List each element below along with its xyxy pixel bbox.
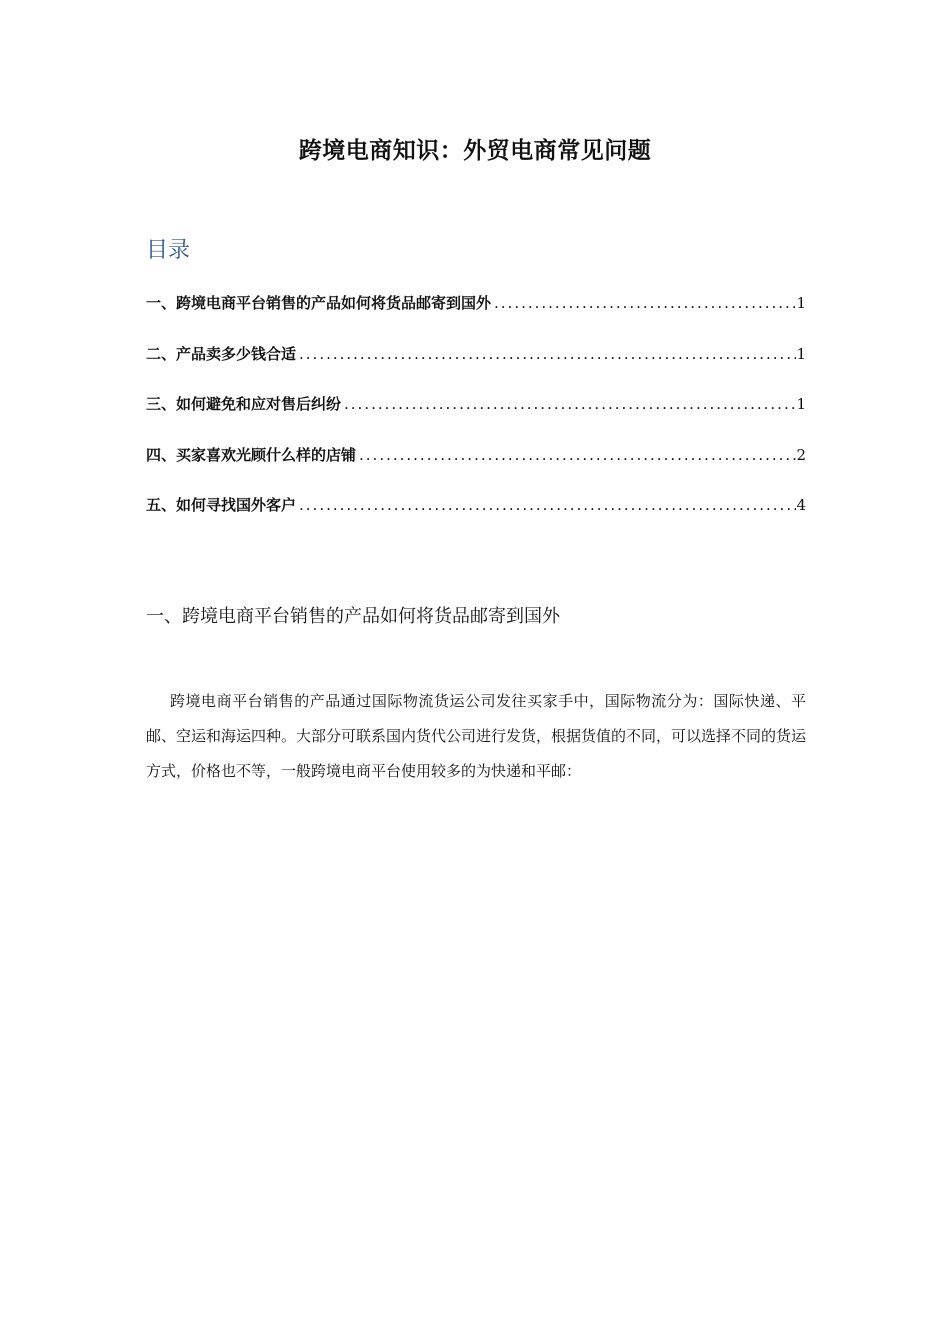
toc-entry-page: 2	[796, 445, 806, 464]
toc-leader-dots	[296, 342, 796, 367]
toc-leader-dots	[341, 392, 796, 417]
toc-entry-3[interactable]	[146, 392, 806, 417]
toc-leader-dots	[356, 443, 796, 468]
toc-leader-dots	[296, 493, 796, 518]
toc-entry-page: 1	[796, 294, 806, 312]
body-paragraph: 跨境电商平台销售的产品通过国际物流货运公司发往买家手中，国际物流分为：国际快递、平邮、空运和海运四种。大部分可联系国内货代公司进行发货，根据货值的不同，可以选择不同的货运方式，价格也不等，一般跨境电商平台使用较多的为快递和平邮：	[146, 692, 807, 780]
toc-leader-dots	[491, 291, 796, 316]
toc-entry-label: 四、买家喜欢光顾什么样的店铺	[146, 445, 357, 464]
toc-entry-page: 1	[796, 395, 806, 413]
toc-entry-4[interactable]	[146, 443, 806, 468]
toc-heading: 目录	[146, 238, 191, 263]
document-title: 跨境电商知识：外贸电商常见问题	[298, 137, 652, 164]
toc-entry-label: 五、如何寻找国外客户	[146, 496, 297, 514]
toc-entry-1[interactable]	[146, 291, 806, 316]
toc-entry-label: 三、如何避免和应对售后纠纷	[146, 395, 342, 413]
table-of-contents	[146, 291, 806, 544]
toc-entry-label: 二、产品卖多少钱合适	[146, 344, 297, 363]
toc-entry-5[interactable]	[146, 493, 806, 518]
section-heading: 一、跨境电商平台销售的产品如何将货品邮寄到国外	[146, 606, 560, 627]
toc-entry-page: 1	[796, 344, 806, 363]
toc-entry-2[interactable]	[146, 342, 806, 367]
toc-entry-page: 4	[796, 496, 806, 514]
toc-entry-label: 一、跨境电商平台销售的产品如何将货品邮寄到国外	[146, 294, 492, 312]
